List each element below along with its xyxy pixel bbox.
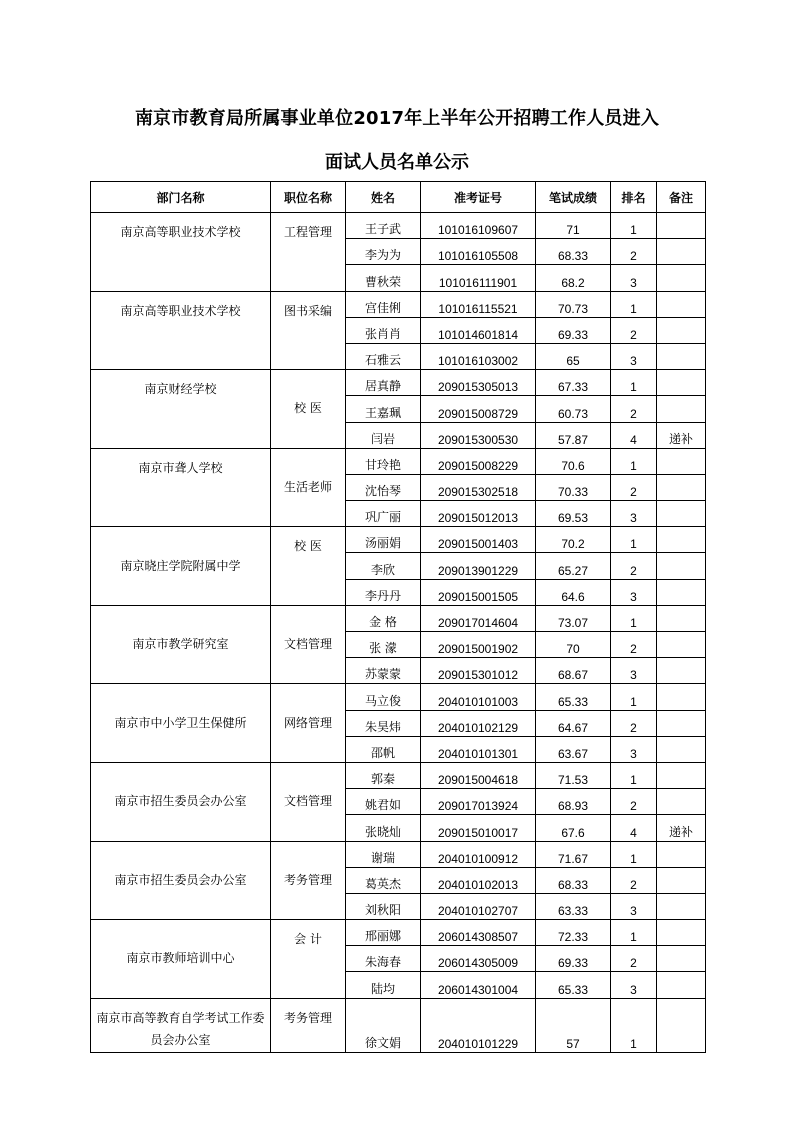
score-cell: 69.33 <box>536 317 611 343</box>
dept-cell: 南京市聋人学校 <box>91 448 271 527</box>
ticket-cell: 206014305009 <box>421 946 536 972</box>
rank-cell: 3 <box>611 736 657 762</box>
score-cell: 69.53 <box>536 501 611 527</box>
score-cell: 73.07 <box>536 605 611 631</box>
rank-cell: 4 <box>611 815 657 841</box>
name-cell: 李为为 <box>346 239 421 265</box>
name-cell: 曹秋荣 <box>346 265 421 291</box>
score-cell: 65.33 <box>536 684 611 710</box>
position-cell: 考务管理 <box>271 998 346 1052</box>
score-cell: 72.33 <box>536 920 611 946</box>
name-cell: 沈怡琴 <box>346 474 421 500</box>
name-cell: 巩广丽 <box>346 501 421 527</box>
name-cell: 石雅云 <box>346 343 421 369</box>
score-cell: 68.93 <box>536 789 611 815</box>
header-note: 备注 <box>657 182 706 213</box>
ticket-cell: 209015302518 <box>421 474 536 500</box>
name-cell: 居真静 <box>346 370 421 396</box>
rank-cell: 1 <box>611 291 657 317</box>
score-cell: 64.67 <box>536 710 611 736</box>
header-rank: 排名 <box>611 182 657 213</box>
dept-cell: 南京高等职业技术学校 <box>91 213 271 292</box>
dept-cell: 南京市教师培训中心 <box>91 920 271 999</box>
page-title-line2: 面试人员名单公示 <box>325 152 469 173</box>
position-cell: 文档管理 <box>271 762 346 841</box>
ticket-cell: 101016103002 <box>421 343 536 369</box>
header-score: 笔试成绩 <box>536 182 611 213</box>
score-cell: 68.2 <box>536 265 611 291</box>
name-cell: 陆均 <box>346 972 421 998</box>
dept-cell: 南京财经学校 <box>91 370 271 449</box>
table-row <box>91 291 706 317</box>
rank-cell: 1 <box>611 527 657 553</box>
score-cell: 57 <box>536 998 611 1052</box>
table-row <box>91 762 706 788</box>
position-cell: 考务管理 <box>271 841 346 920</box>
dept-cell: 南京市教学研究室 <box>91 605 271 684</box>
rank-cell: 1 <box>611 684 657 710</box>
dept-cell: 南京晓庄学院附属中学 <box>91 527 271 606</box>
name-cell: 李丹丹 <box>346 579 421 605</box>
note-cell <box>657 396 706 422</box>
note-cell <box>657 946 706 972</box>
rank-cell: 1 <box>611 762 657 788</box>
name-cell: 王嘉珮 <box>346 396 421 422</box>
score-cell: 63.67 <box>536 736 611 762</box>
table-header-row <box>91 182 706 213</box>
table-row <box>91 841 706 867</box>
table-row <box>91 684 706 710</box>
name-cell: 郭秦 <box>346 762 421 788</box>
note-cell: 递补 <box>657 422 706 448</box>
ticket-cell: 209015305013 <box>421 370 536 396</box>
note-cell <box>657 684 706 710</box>
ticket-cell: 209017014604 <box>421 605 536 631</box>
table-row <box>91 527 706 553</box>
dept-cell: 南京高等职业技术学校 <box>91 291 271 370</box>
name-cell: 朱海春 <box>346 946 421 972</box>
position-cell: 校 医 <box>271 527 346 606</box>
rank-cell: 3 <box>611 343 657 369</box>
ticket-cell: 101016111901 <box>421 265 536 291</box>
name-cell: 马立俊 <box>346 684 421 710</box>
rank-cell: 4 <box>611 422 657 448</box>
rank-cell: 2 <box>611 396 657 422</box>
ticket-cell: 101016109607 <box>421 213 536 239</box>
name-cell: 张 濛 <box>346 632 421 658</box>
position-cell: 工程管理 <box>271 213 346 292</box>
name-cell: 谢瑞 <box>346 841 421 867</box>
header-ticket: 准考证号 <box>421 182 536 213</box>
position-cell: 图书采编 <box>271 291 346 370</box>
score-cell: 71.67 <box>536 841 611 867</box>
ticket-cell: 209015008229 <box>421 448 536 474</box>
ticket-cell: 209015008729 <box>421 396 536 422</box>
ticket-cell: 209015301012 <box>421 658 536 684</box>
rank-cell: 1 <box>611 920 657 946</box>
name-cell: 葛英杰 <box>346 867 421 893</box>
rank-cell: 2 <box>611 789 657 815</box>
rank-cell: 2 <box>611 710 657 736</box>
name-cell: 张肖肖 <box>346 317 421 343</box>
name-cell: 姚君如 <box>346 789 421 815</box>
note-cell <box>657 579 706 605</box>
score-cell: 67.33 <box>536 370 611 396</box>
rank-cell: 2 <box>611 632 657 658</box>
name-cell: 邵帆 <box>346 736 421 762</box>
note-cell <box>657 632 706 658</box>
ticket-cell: 101016115521 <box>421 291 536 317</box>
position-cell: 文档管理 <box>271 605 346 684</box>
score-cell: 69.33 <box>536 946 611 972</box>
ticket-cell: 204010102013 <box>421 867 536 893</box>
rank-cell: 1 <box>611 213 657 239</box>
header-position: 职位名称 <box>271 182 346 213</box>
name-cell: 汤丽娟 <box>346 527 421 553</box>
name-cell: 金 格 <box>346 605 421 631</box>
ticket-cell: 204010101229 <box>421 998 536 1052</box>
note-cell <box>657 920 706 946</box>
ticket-cell: 209015004618 <box>421 762 536 788</box>
name-cell: 张晓灿 <box>346 815 421 841</box>
ticket-cell: 209017013924 <box>421 789 536 815</box>
rank-cell: 1 <box>611 448 657 474</box>
score-cell: 70 <box>536 632 611 658</box>
dept-cell: 南京市中小学卫生保健所 <box>91 684 271 763</box>
name-cell: 王子武 <box>346 213 421 239</box>
rank-cell: 1 <box>611 370 657 396</box>
table-row <box>91 213 706 239</box>
position-cell: 网络管理 <box>271 684 346 763</box>
header-name: 姓名 <box>346 182 421 213</box>
note-cell <box>657 736 706 762</box>
ticket-cell: 209013901229 <box>421 553 536 579</box>
header-dept: 部门名称 <box>91 182 271 213</box>
note-cell <box>657 867 706 893</box>
note-cell <box>657 972 706 998</box>
note-cell <box>657 448 706 474</box>
note-cell <box>657 789 706 815</box>
name-cell: 李欣 <box>346 553 421 579</box>
score-cell: 64.6 <box>536 579 611 605</box>
ticket-cell: 206014308507 <box>421 920 536 946</box>
name-cell: 刘秋阳 <box>346 893 421 919</box>
score-cell: 57.87 <box>536 422 611 448</box>
candidate-table <box>90 181 706 1053</box>
rank-cell: 2 <box>611 239 657 265</box>
note-cell <box>657 213 706 239</box>
note-cell <box>657 317 706 343</box>
score-cell: 68.33 <box>536 867 611 893</box>
page-title-line1: 南京市教育局所属事业单位2017年上半年公开招聘工作人员进入 <box>134 108 660 129</box>
name-cell: 徐文娟 <box>346 998 421 1052</box>
name-cell: 闫岩 <box>346 422 421 448</box>
note-cell <box>657 265 706 291</box>
score-cell: 67.6 <box>536 815 611 841</box>
rank-cell: 1 <box>611 605 657 631</box>
dept-cell: 南京市招生委员会办公室 <box>91 762 271 841</box>
note-cell <box>657 605 706 631</box>
score-cell: 68.67 <box>536 658 611 684</box>
score-cell: 63.33 <box>536 893 611 919</box>
ticket-cell: 101014601814 <box>421 317 536 343</box>
rank-cell: 1 <box>611 841 657 867</box>
rank-cell: 2 <box>611 474 657 500</box>
ticket-cell: 204010100912 <box>421 841 536 867</box>
table-row <box>91 605 706 631</box>
note-cell <box>657 998 706 1052</box>
ticket-cell: 101016105508 <box>421 239 536 265</box>
ticket-cell: 204010102129 <box>421 710 536 736</box>
position-cell: 会 计 <box>271 920 346 999</box>
ticket-cell: 206014301004 <box>421 972 536 998</box>
ticket-cell: 209015001505 <box>421 579 536 605</box>
score-cell: 65.27 <box>536 553 611 579</box>
score-cell: 70.33 <box>536 474 611 500</box>
name-cell: 甘玲艳 <box>346 448 421 474</box>
rank-cell: 3 <box>611 658 657 684</box>
name-cell: 朱昊炜 <box>346 710 421 736</box>
note-cell <box>657 841 706 867</box>
score-cell: 65 <box>536 343 611 369</box>
note-cell <box>657 893 706 919</box>
rank-cell: 3 <box>611 893 657 919</box>
ticket-cell: 209015012013 <box>421 501 536 527</box>
score-cell: 71 <box>536 213 611 239</box>
table-row <box>91 448 706 474</box>
score-cell: 70.73 <box>536 291 611 317</box>
note-cell: 递补 <box>657 815 706 841</box>
ticket-cell: 204010102707 <box>421 893 536 919</box>
score-cell: 60.73 <box>536 396 611 422</box>
ticket-cell: 209015010017 <box>421 815 536 841</box>
note-cell <box>657 343 706 369</box>
score-cell: 70.2 <box>536 527 611 553</box>
rank-cell: 3 <box>611 501 657 527</box>
ticket-cell: 209015300530 <box>421 422 536 448</box>
ticket-cell: 204010101003 <box>421 684 536 710</box>
table-row <box>91 370 706 396</box>
ticket-cell: 209015001902 <box>421 632 536 658</box>
position-cell: 生活老师 <box>271 448 346 527</box>
dept-cell: 南京市招生委员会办公室 <box>91 841 271 920</box>
dept-cell: 南京市高等教育自学考试工作委员会办公室 <box>91 998 271 1052</box>
rank-cell: 3 <box>611 265 657 291</box>
ticket-cell: 204010101301 <box>421 736 536 762</box>
note-cell <box>657 474 706 500</box>
note-cell <box>657 553 706 579</box>
table-row <box>91 998 706 1052</box>
note-cell <box>657 658 706 684</box>
table-body <box>91 213 706 1053</box>
note-cell <box>657 370 706 396</box>
note-cell <box>657 710 706 736</box>
rank-cell: 2 <box>611 553 657 579</box>
note-cell <box>657 762 706 788</box>
rank-cell: 3 <box>611 579 657 605</box>
score-cell: 71.53 <box>536 762 611 788</box>
note-cell <box>657 291 706 317</box>
note-cell <box>657 501 706 527</box>
score-cell: 65.33 <box>536 972 611 998</box>
note-cell <box>657 239 706 265</box>
rank-cell: 2 <box>611 317 657 343</box>
name-cell: 苏蒙蒙 <box>346 658 421 684</box>
position-cell: 校 医 <box>271 370 346 449</box>
rank-cell: 2 <box>611 867 657 893</box>
rank-cell: 2 <box>611 946 657 972</box>
name-cell: 邢丽娜 <box>346 920 421 946</box>
score-cell: 70.6 <box>536 448 611 474</box>
rank-cell: 3 <box>611 972 657 998</box>
rank-cell: 1 <box>611 998 657 1052</box>
table-row <box>91 920 706 946</box>
score-cell: 68.33 <box>536 239 611 265</box>
ticket-cell: 209015001403 <box>421 527 536 553</box>
note-cell <box>657 527 706 553</box>
name-cell: 宫佳俐 <box>346 291 421 317</box>
